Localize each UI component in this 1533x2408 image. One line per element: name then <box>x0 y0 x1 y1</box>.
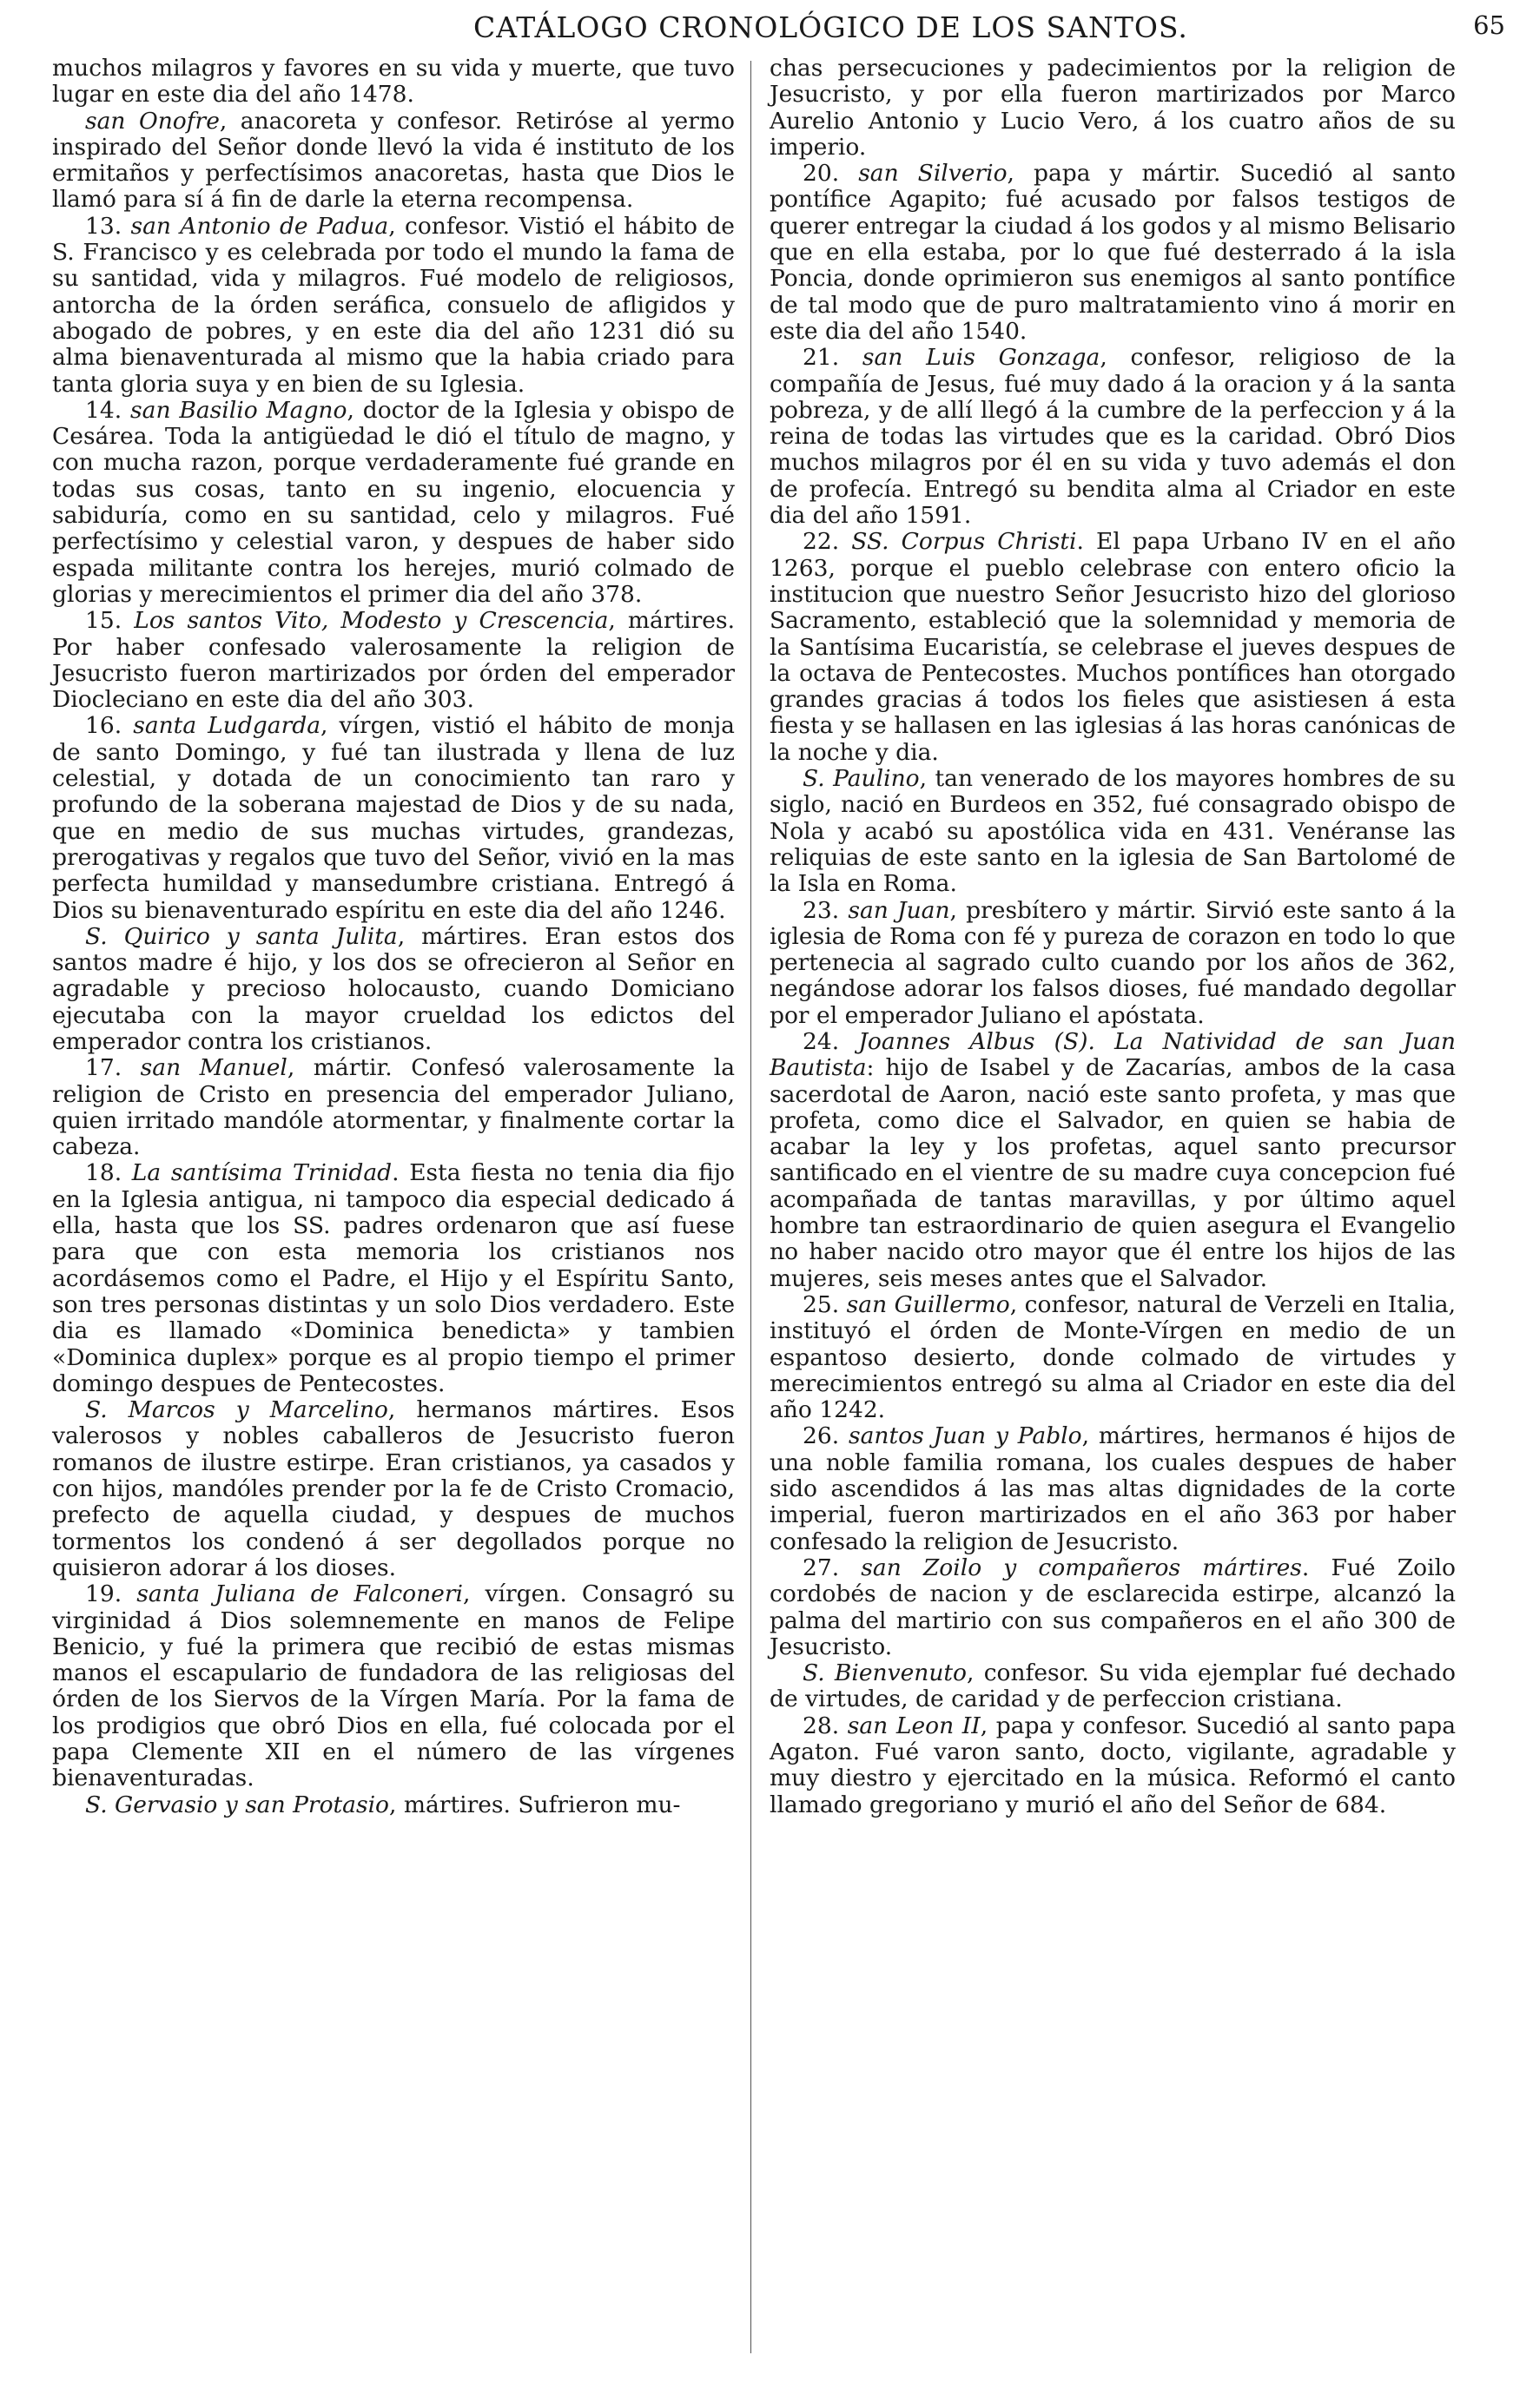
right-column <box>770 56 1456 1818</box>
entry-day: 17. <box>85 1054 122 1082</box>
entry-text: . El papa Urbano IV en el año 1263, porque el pueblo celebrase con entero oficio la institucion que nuestro Señor Jesucristo hizo del glorioso Sacramento, estableció que la solemnidad y memoria de la Santísima Eucaristía, se celebrase el jueves despues de la octava de Pentecostes. Muchos pontífices han otorgado grandes gracias á todos los fieles que asistiesen á esta fiesta y se hallasen en las iglesias á las horas canónicas de la noche y dia. <box>770 528 1456 766</box>
entry-day: 24. <box>803 1027 840 1055</box>
entry-saint-name: S. Paulino <box>803 765 920 793</box>
entry-saint-name: san Zoilo y compañeros mártires <box>861 1554 1302 1581</box>
entry-day: 28. <box>803 1712 840 1739</box>
entry-text: , vírgen. Consagró su virginidad á Dios solemnemente en manos de Felipe Benicio, y fué la primera que recibió de estas mismas manos el escapulario de fundadora de las religiosas del órden de los Siervos de la Vírgen María. Por la fama de los prodigios que obró Dios en ella, fué colocada por el papa Clemente XII en el número de las vírgenes bienaventuradas. <box>52 1580 735 1792</box>
column-divider <box>750 61 751 2353</box>
entry-saint-name: santos Juan y Pablo <box>849 1422 1082 1450</box>
catalog-entry <box>770 1423 1456 1554</box>
entry-text: , confesor, natural de Verzeli en Italia, instituyó el órden de Monte-Vírgen en medio de un espantoso desierto, donde colmado de virtudes y merecimientos entregó su alma al Criador en este dia del año 1242. <box>770 1290 1456 1424</box>
entry-text: muchos milagros y favores en su vida y muerte, que tuvo lugar en este dia del año 1478. <box>52 55 735 109</box>
entry-saint-name: san Onofre <box>85 107 220 135</box>
entry-day: 15. <box>85 607 122 635</box>
catalog-entry <box>770 161 1456 345</box>
entry-saint-name: san Luis Gonzaga <box>862 344 1100 372</box>
catalog-entry <box>52 214 735 398</box>
catalog-entry <box>770 898 1456 1029</box>
entry-saint-name: san Juan <box>848 896 950 924</box>
entry-day: 13. <box>85 212 122 240</box>
entry-day: 27. <box>803 1554 840 1581</box>
catalog-entry <box>770 1029 1456 1292</box>
left-column <box>52 56 735 1818</box>
entry-day: 23. <box>803 896 840 924</box>
entry-saint-name: Los santos Vito, Modesto y Crescencia <box>134 607 609 635</box>
entry-day: 19. <box>85 1580 122 1608</box>
entry-day: 16. <box>85 712 122 740</box>
catalog-entry <box>52 1792 735 1818</box>
entry-text: , hermanos mártires. Esos valerosos y nobles caballeros de Jesucristo fueron romanos de ilustre estirpe. Eran cristianos, ya casados y con hijos, mandóles prender por la fe de Cristo Cromacio, prefecto de aquella ciudad, y despues de muchos tormentos los condenó á ser degollados porque no quisieron adorar á los dioses. <box>52 1396 735 1581</box>
entry-saint-name: S. Gervasio y san Protasio <box>85 1791 390 1818</box>
entry-text: , vírgen, vistió el hábito de monja de santo Domingo, y fué tan ilustrada y llena de luz celestial, y dotada de un conocimiento tan raro y profundo de la soberana majestad de Dios y de su nada, que en medio de sus muchas virtudes, grandezas, prerogativas y regalos que tuvo del Señor, vivió en la mas perfecta humildad y mansedumbre cristiana. Entregó á Dios su bienaventurado espíritu en este dia del año 1246. <box>52 712 735 924</box>
entry-saint-name: san Leon II <box>847 1712 981 1739</box>
page-number: 65 <box>1473 10 1505 40</box>
catalog-entry <box>52 56 735 109</box>
entry-text: , papa y mártir. Sucedió al santo pontífice Agapito; fué acusado por falsos testigos de querer entregar la ciudad á los godos y al mismo Belisario que en ella estaba, por lo que fué desterrado á la isla Poncia, donde oprimieron sus enemigos al santo pontífice de tal modo que de puro maltratamiento vino á morir en este dia del año 1540. <box>770 160 1456 345</box>
catalog-entry <box>52 924 735 1055</box>
entry-saint-name: san Basilio Magno <box>130 396 347 424</box>
entry-day: 18. <box>85 1159 122 1187</box>
entry-day: 14. <box>85 396 122 424</box>
entry-saint-name: S. Marcos y Marcelino <box>85 1396 388 1424</box>
entry-text: chas persecuciones y padecimientos por la religion de Jesucristo, y por ella fueron martirizados por Marco Aurelio Antonio y Lucio Vero, á los cuatro años de su imperio. <box>770 55 1456 161</box>
entry-saint-name: S. Bienvenuto <box>803 1659 967 1687</box>
entry-text: , confesor. Vistió el hábito de S. Francisco y es celebrada por todo el mundo la fama de su santidad, vida y milagros. Fué modelo de religiosos, antorcha de la órden seráfica, consuelo de afligidos y abogado de pobres, y en este dia del año 1231 dió su alma bienaventurada al mismo que la habia criado para tanta gloria suya y en bien de su Iglesia. <box>52 212 735 398</box>
entry-saint-name: san Manuel <box>140 1054 287 1082</box>
entry-saint-name: SS. Corpus Christi <box>851 528 1077 556</box>
entry-text: , papa y confesor. Sucedió al santo papa Agaton. Fué varon santo, docto, vigilante, agradable y muy diestro y ejercitado en la música. Reformó el canto llamado gregoriano y murió el año del Señor de 684. <box>770 1712 1457 1818</box>
entry-text: . Fué Zoilo cordobés de nacion y de esclarecida estirpe, alcanzó la palma del martirio con sus compañeros en el año 300 de Jesucristo. <box>770 1554 1456 1660</box>
entry-text: : hijo de Isabel y de Zacarías, ambos de la casa sacerdotal de Aaron, nació este santo profeta, y mas que profeta, como dice el Salvador, en quien se habia de acabar la ley y los profetas, aquel santo precursor santificado en el vientre de su madre cuya concepcion fué acompañada de tantas maravillas, y por último aquel hombre tan estraordinario de quien asegura el Evangelio no haber nacido otro mayor que él entre los hijos de las mujeres, seis meses antes que el Salvador. <box>770 1054 1456 1292</box>
catalog-entry <box>52 1581 735 1791</box>
catalog-entry <box>770 1660 1456 1713</box>
catalog-entry <box>770 1713 1456 1818</box>
catalog-entry <box>52 398 735 608</box>
entry-text: , anacoreta y confesor. Retiróse al yermo inspirado del Señor donde llevó la vida é instituto de los ermitaños y perfectísimos anacoretas, hasta que Dios le llamó para sí á fin de darle la eterna recompensa. <box>52 107 735 214</box>
catalog-entry <box>770 1555 1456 1660</box>
catalog-entry <box>770 1292 1456 1423</box>
running-title: CATÁLOGO CRONOLÓGICO DE LOS SANTOS. <box>473 10 1188 44</box>
entry-text: , confesor, religioso de la compañía de Jesus, fué muy dado á la oracion y á la santa pobreza, y de allí llegó á la cumbre de la perfeccion y á la reina de todas las virtudes que es la caridad. Obró Dios muchos milagros por él en su vida y tuvo además el don de profecía. Entregó su bendita alma al Criador en este dia del año 1591. <box>770 344 1456 530</box>
entry-text: , tan venerado de los mayores hombres de su siglo, nació en Burdeos en 352, fué consagrado obispo de Nola y acabó su apostólica vida en 431. Venéranse las reliquias de este santo en la iglesia de San Bartolomé de la Isla en Roma. <box>770 765 1456 898</box>
catalog-entry <box>52 1055 735 1160</box>
entry-text: , mártires. Por haber confesado valerosamente la religion de Jesucristo fueron martirizados por órden del emperador Diocleciano en este dia del año 303. <box>52 607 735 714</box>
catalog-entry <box>52 109 735 214</box>
catalog-entry <box>52 608 735 713</box>
entry-saint-name: san Antonio de Padua <box>130 212 389 240</box>
entry-text: , confesor. Su vida ejemplar fué dechado de virtudes, de caridad y de perfeccion cristiana. <box>770 1659 1456 1713</box>
entry-text: . Esta fiesta no tenia dia fijo en la Iglesia antigua, ni tampoco dia especial dedicado á ella, hasta que los SS. padres ordenaron que así fuese para que con esta memoria los cristianos nos acordásemos como el Padre, el Hijo y el Espíritu Santo, son tres personas distintas y un solo Dios verdadero. Este dia es llamado «Dominica benedicta» y tambien «Dominica duplex» porque es al propio tiempo el primer domingo despues de Pentecostes. <box>52 1159 735 1397</box>
entry-text: , mártires. Sufrieron mu- <box>389 1791 681 1818</box>
entry-text: , mártires. Eran estos dos santos madre é hijo, y los dos se ofrecieron al Señor en agradable y precioso holocausto, cuando Domiciano ejecutaba con la mayor crueldad los edictos del emperador contra los cristianos. <box>52 922 736 1055</box>
entry-text: , mártir. Confesó valerosamente la religion de Cristo en presencia del emperador Juliano, quien irritado mandóle atormentar, y finalmente cortar la cabeza. <box>52 1054 735 1161</box>
entry-day: 20. <box>803 160 840 188</box>
entry-saint-name: La santísima Trinidad <box>131 1159 393 1187</box>
entry-day: 22. <box>803 528 840 556</box>
entry-text: , mártires, hermanos é hijos de una noble familia romana, los cuales despues de haber sido ascendidos á las mas altas dignidades de la corte imperial, fueron martirizados en el año 363 por haber confesado la religion de Jesucristo. <box>770 1422 1456 1555</box>
catalog-entry <box>52 1160 735 1397</box>
catalog-entry <box>52 713 735 923</box>
catalog-entry <box>770 345 1456 529</box>
entry-saint-name: santa Juliana de Falconeri <box>136 1580 464 1608</box>
catalog-entry <box>770 56 1456 161</box>
catalog-entry <box>770 529 1456 766</box>
entry-text: , doctor de la Iglesia y obispo de Cesárea. Toda la antigüedad le dió el título de magno, y con mucha razon, porque verdaderamente fué grande en todas sus cosas, tanto en su ingenio, elocuencia y sabiduría, como en su santidad, celo y milagros. Fué perfectísimo y celestial varon, y despues de haber sido espada militante contra los herejes, murió colmado de glorias y merecimientos el primer dia del año 378. <box>52 396 735 608</box>
entry-day: 26. <box>803 1422 840 1450</box>
entry-saint-name: S. Quirico y santa Julita <box>85 922 398 950</box>
entry-saint-name: Joannes Albus (S). La Natividad de san Juan Bautista <box>770 1027 1456 1082</box>
entry-day: 21. <box>803 344 840 372</box>
entry-saint-name: san Guillermo <box>846 1290 1010 1318</box>
entry-day: 25. <box>803 1290 840 1318</box>
entry-saint-name: san Silverio <box>858 160 1008 188</box>
entry-saint-name: santa Ludgarda <box>133 712 321 740</box>
catalog-entry <box>770 766 1456 897</box>
page-header <box>0 0 1533 52</box>
entry-text: , presbítero y mártir. Sirvió este santo á la iglesia de Roma con fé y pureza de corazon en todo lo que pertenecia al sagrado culto cuando por los años de 362, negándose adorar los falsos dioses, fué mandado degollar por el emperador Juliano el apóstata. <box>770 896 1456 1029</box>
catalog-entry <box>52 1397 735 1581</box>
